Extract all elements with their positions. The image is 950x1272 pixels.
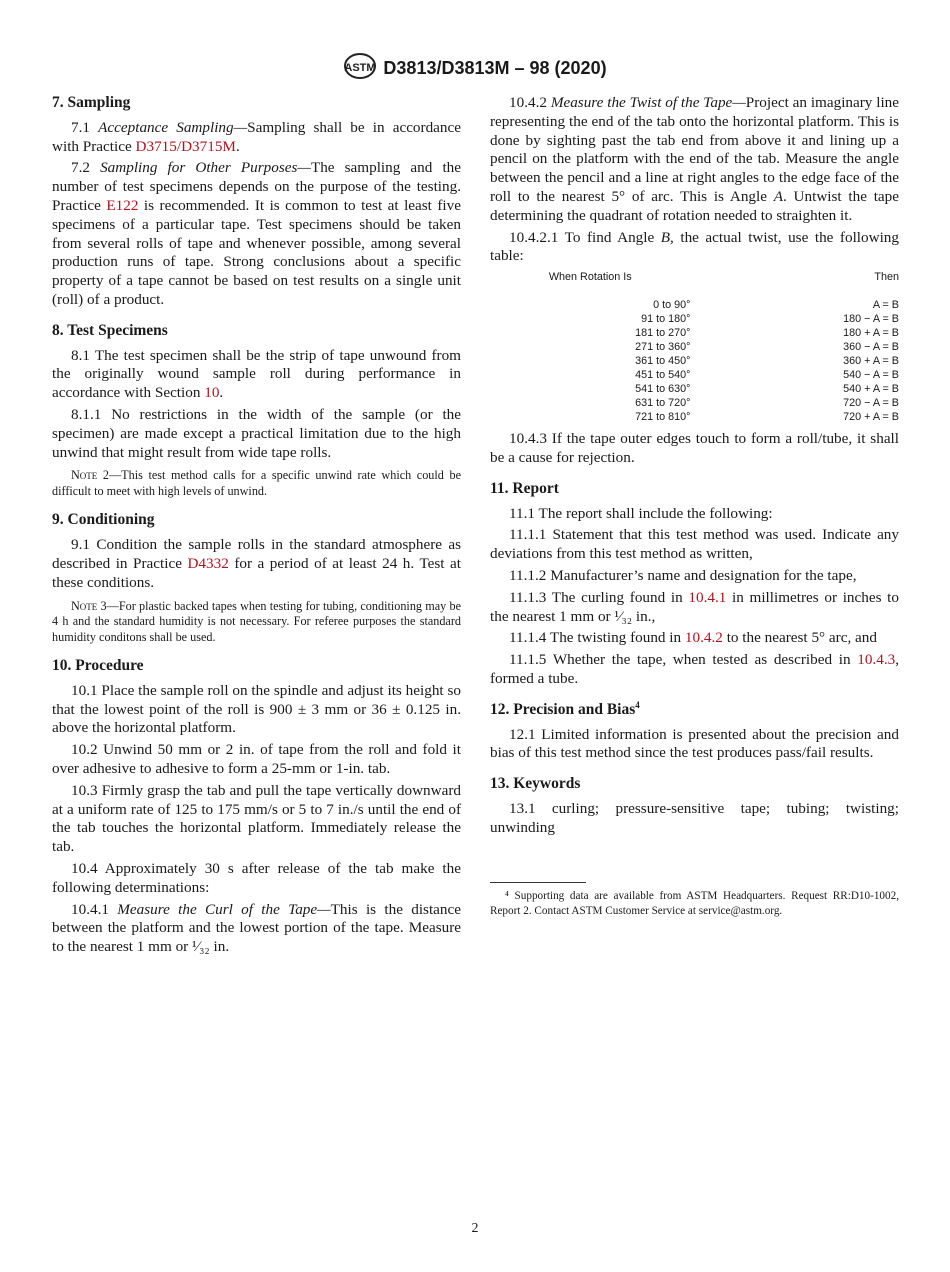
rotation-range: 0 to 90° [653,299,691,312]
text-run: . [235,137,240,155]
text-run: 13. Keywords [490,775,581,793]
note [52,599,461,646]
table-row [490,326,899,340]
text-run: , formed a tube. [490,651,899,687]
note [52,468,461,499]
paragraph [52,536,461,592]
text-run: 7. Sampling [52,94,131,111]
rotation-table [490,270,899,424]
text-run: 10. Procedure [52,657,144,675]
paragraph [490,726,899,764]
twist-formula: 180 + A = B [843,327,899,340]
text-run: 10.2 Unwind 50 mm or 2 in. of tape from the roll and fold it over adhesive to adhesive to form a 25-mm or 1-in. tab. [52,741,461,778]
twist-formula: 360 − A = B [843,341,899,354]
rotation-range: 91 to 180° [641,313,691,326]
text-run: 11.1.5 Whether the tape, when tested as described in [509,651,858,669]
text-run: 11.1 The report shall include the following: [509,504,773,522]
text-run: This is the distance between the platform and the lowest portion of the tape. Measure to the nearest 1 mm or ¹⁄₃₂ in. [52,900,461,956]
text-run: Note [71,598,98,613]
table-row [490,410,899,424]
text-run: 7.2 [71,159,101,177]
paragraph [490,651,899,689]
left-column [52,94,461,960]
text-run: is recommended. It is common to test at least five specimens of a particular tape. Test specimens should be taken from several rolls of tape and whenever possible, among several production runs of tape. Strong conclusions about a specific property of a tape cannot be based on test results on a single unit (roll) of a product. [52,196,461,308]
text-run: 11.1.3 The curling found in [509,588,689,606]
text-run: 10.4.3 If the tape outer edges touch to form a roll/tube, it shall be a cause for rejection. [490,430,899,466]
text-run: to the nearest 5° arc, and [722,629,877,647]
text-run: 11. Report [490,479,559,497]
rotation-range: 181 to 270° [635,327,691,340]
paragraph [490,800,899,838]
twist-formula: 720 − A = B [843,397,899,410]
svg-text:ASTM: ASTM [344,62,377,74]
paragraph [52,741,461,779]
table-header: Then [874,271,899,284]
right-column [490,94,899,919]
table-row [490,354,899,368]
twist-formula: 180 − A = B [843,313,899,326]
table-row [490,382,899,396]
text-run: . Untwist the tape determining the quadrant of rotation needed to straighten it. [490,187,899,224]
paragraph [52,682,461,738]
italic-text: Measure the Twist of the Tape— [550,94,746,111]
text-run: 11.1.2 Manufacturer’s name and designation for the tape, [509,566,857,584]
twist-formula: 540 − A = B [843,369,899,382]
italic-text: Measure the Curl of the Tape— [117,900,331,918]
text-run: ⁴ Supporting data are available from ASTM Headquarters. Request RR:D10-1002, Report 2. Contact ASTM Customer Service at service@astm.org. [490,889,899,917]
table-row [490,298,899,312]
paragraph [490,229,899,267]
paragraph [490,526,899,564]
paragraph [52,119,461,157]
cross-reference-link[interactable]: D3715/D3715M [135,137,236,155]
text-run: 7.1 [71,118,99,136]
rotation-range: 451 to 540° [635,369,691,382]
paragraph [52,406,461,462]
table-row [490,396,899,410]
twist-formula: 720 + A = B [843,411,899,424]
text-run: 12. Precision and Bias [490,700,636,718]
text-run: Sampling shall be in accordance with Practice [52,118,461,155]
text-run: 8. Test Specimens [52,321,168,339]
text-run: . [219,384,224,402]
table-header: When Rotation Is [548,271,632,284]
twist-formula: 360 + A = B [843,355,899,368]
paragraph [490,629,899,648]
page-header [0,52,950,80]
table-row [490,340,899,354]
text-run: 9.1 Condition the sample rolls in the standard atmosphere as described in Practice [52,536,461,572]
twist-formula: 540 + A = B [843,383,899,396]
paragraph [52,860,461,898]
text-run: for a period of at least 24 h. Test at these conditions. [52,554,461,591]
text-run: Note [71,468,98,483]
text-run: 4 [635,699,640,710]
paragraph [490,94,899,226]
text-run: 10.4.2 [509,94,551,111]
paragraph [490,567,899,586]
twist-formula: A = B [872,299,899,312]
cross-reference-link[interactable]: 10.4.1 [688,588,727,606]
table-row [490,368,899,382]
cross-reference-link[interactable]: 10 [204,384,220,402]
text-run: 9. Conditioning [52,511,155,529]
paragraph [52,347,461,403]
text-run: 11.1.1 Statement that this test method was used. Indicate any deviations from this test method as written, [490,526,899,563]
italic-text: Acceptance Sampling— [98,118,248,136]
text-run: 3—For plastic backed tapes when testing for tubing, conditioning may be 4 h and the standard humidity is not necessary. For referee purposes the standard humidity conditons shall be used. [52,598,461,644]
rotation-range: 541 to 630° [635,383,691,396]
paragraph [52,159,461,309]
section-heading [52,511,461,530]
footnote [490,889,899,919]
text-run: 10.4.2.1 To find Angle [509,228,661,246]
text-run: 10.1 Place the sample roll on the spindle and adjust its height so that the lowest point of the roll is 900 ± 3 mm or 36 ± 0.125 in. above the horizontal platform. [52,681,461,737]
section-heading [52,322,461,341]
cross-reference-link[interactable]: 10.4.2 [684,629,723,647]
cross-reference-link[interactable]: D4332 [187,554,229,572]
paragraph [490,430,899,468]
section-heading [52,657,461,676]
text-run: 2—This test method calls for a specific unwind rate which could be difficult to meet with high levels of unwind. [52,468,461,498]
italic-text: B [660,228,671,246]
paragraph [52,782,461,857]
section-heading [52,94,461,113]
text-run: 10.4.1 [71,900,118,918]
text-run: 11.1.4 The twisting found in [509,629,685,647]
text-run: , the actual twist, use the following table: [490,228,899,265]
section-heading [490,701,899,720]
table-row [490,312,899,326]
italic-text: A [773,187,783,205]
text-run: 8.1 The test specimen shall be the strip of tape unwound from the originally wound sample roll during performance in accordance with Section [52,346,461,402]
cross-reference-link[interactable]: 10.4.3 [857,651,896,669]
text-run: Project an imaginary line representing the end of the tab onto the horizontal platform. This is done by sighting past the tab end from above it and lining up a pencil on the platform with the end of the tab. Measure the angle between the pencil and a line at right angles to the edge face of the roll to the nearest 5° of arc. This is Angle [490,94,900,205]
section-heading [490,775,899,794]
text-run: in millimetres or inches to the nearest 1 mm or ¹⁄₃₂ in., [490,588,899,625]
text-run: 12.1 Limited information is presented about the precision and bias of this test method since the test produces pass/fail results. [490,725,899,762]
text-run: The sampling and the number of test specimens depends on the purpose of the testing. Practice [52,159,461,214]
paragraph [52,901,461,957]
italic-text: Sampling for Other Purposes— [100,159,311,177]
text-run: 8.1.1 No restrictions in the width of the sample (or the specimen) are made except a practical limitation due to the high unwind that might result from wide tape rolls. [52,405,461,461]
cross-reference-link[interactable]: E122 [106,196,139,214]
astm-logo-icon [343,52,377,80]
rotation-range: 631 to 720° [635,397,691,410]
footnote-divider [490,882,586,883]
document-designation: D3813/D3813M – 98 (2020) [383,58,607,78]
paragraph [490,505,899,524]
page-number: 2 [471,1221,479,1236]
rotation-range: 271 to 360° [635,341,691,354]
section-heading [490,480,899,499]
text-run: 13.1 curling; pressure-sensitive tape; tubing; twisting; unwinding [490,799,899,836]
text-run: 10.4 Approximately 30 s after release of the tab make the following determinations: [52,860,461,896]
rotation-range: 721 to 810° [635,411,691,424]
text-run: 10.3 Firmly grasp the tab and pull the tape vertically downward at a uniform rate of 125 to 175 mm/s or 5 to 7 in./s until the end of the tab touches the horizontal platform. Immediately release the tab. [52,781,461,856]
paragraph [490,589,899,627]
rotation-range: 361 to 450° [635,355,691,368]
